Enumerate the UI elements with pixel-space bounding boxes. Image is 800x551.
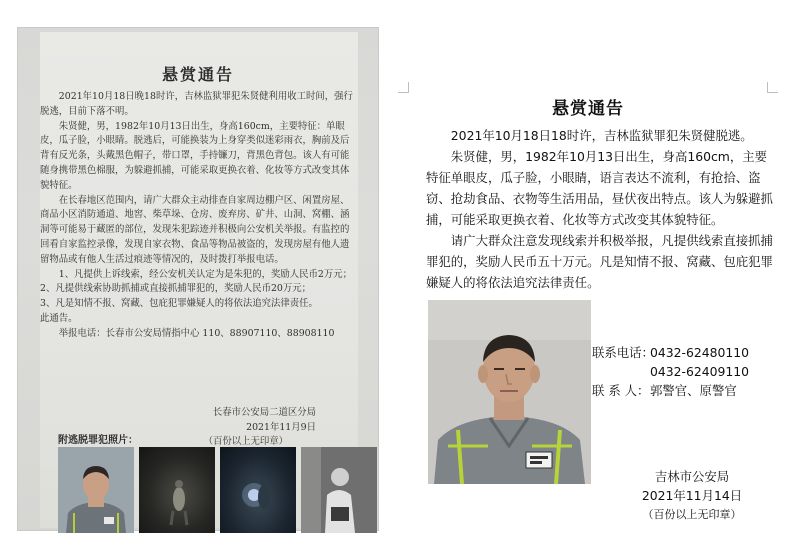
- left-issuer: 长春市公安局二道区分局: [212, 407, 316, 418]
- left-paragraph: 举报电话：长春市公安局情指中心 110、88907110、88908110: [58, 327, 335, 339]
- right-issuer: 吉林市公安局: [654, 469, 730, 484]
- left-notice-photo: [18, 28, 378, 530]
- left-notice-body: [40, 90, 358, 342]
- right-paragraph: 2021年10月18日18时许，吉林监狱罪犯朱贤健脱逃。: [450, 128, 753, 143]
- right-notice-page: [392, 30, 784, 530]
- left-photos-label: 附逃脱罪犯照片：: [58, 435, 138, 446]
- right-stamp-note: （百份以上无印章）: [642, 508, 742, 521]
- left-date: 2021年11月9日: [246, 421, 316, 433]
- contact-phone-row: [592, 343, 782, 362]
- left-paragraph: 朱贤健，男，1982年10月13日出生，身高160cm，主要特征：单眼皮，瓜子脸，小眼睛。脱逃后，可能换装为上身穿类似迷彩雨衣，胸前及后背有反光条，头戴黑色帽子，带口罩，手持镰刀，背黑色背包。该人有可能随身携带黑色棉服，为躲避抓捕，可能采取更换衣着、化妆等方式改变其体貌特征。: [40, 120, 350, 191]
- surveillance-thumb-1: [139, 447, 215, 533]
- left-paragraph: 在长春地区范围内，请广大群众主动排查自家周边棚户区、闲置房屋、商品小区消防通道、地窖、柴草垛、仓房、废弃房、矿井、山洞、窝棚、涵洞等可能易于藏匿的部位，发现朱犯踪迹并积极向公安机关举报。有监控的回看自家监控录像，发现自家衣物、食品等物品被盗的，发现房屋有他人遗留物品或有他人生活过痕迹等情况的，及时拨打举报电话。: [40, 194, 350, 265]
- contact-phone-2: 0432-62409110: [650, 364, 750, 379]
- page-corner-mark: [767, 82, 778, 93]
- page-corner-mark: [398, 82, 409, 93]
- surveillance-thumb-3: [301, 447, 377, 533]
- left-notice-title: 悬赏通告: [161, 65, 234, 84]
- left-stamp-note: （百份以上无印章）: [203, 436, 288, 447]
- left-paragraph: 此通告。: [40, 312, 78, 324]
- fugitive-portrait: [428, 300, 591, 484]
- contact-persons: 郭警官、原警官: [650, 383, 737, 398]
- left-paragraph: 2、凡提供线索协助抓捕或直接抓捕罪犯的，奖励人民币20万元；: [40, 283, 312, 295]
- right-notice-signature: [622, 467, 762, 524]
- left-paragraph: 1、凡提供上诉线索，经公安机关认定为是朱犯的，奖励人民币2万元；: [58, 268, 352, 280]
- fugitive-portrait-thumb: [58, 447, 134, 533]
- contact-phone-row-2: [592, 362, 782, 381]
- right-notice-body: [426, 125, 778, 293]
- left-paragraph: 2021年10月18日晚18时许，吉林监狱罪犯朱贤健利用收工时间，强行脱逃，目前下落不明。: [40, 91, 353, 117]
- right-paragraph: 请广大群众注意发现线索并积极举报，凡提供线索直接抓捕罪犯的，奖励人民币五十万元。凡是知情不报、窝藏、包庇犯罪嫌疑人的将依法追究法律责任。: [426, 233, 773, 290]
- fugitive-photo-strip: [58, 447, 376, 533]
- right-notice-title: 悬赏通告: [552, 99, 624, 119]
- right-date: 2021年11月14日: [641, 488, 743, 503]
- contact-person-label: 联 系 人：: [592, 383, 650, 398]
- contact-phone-label: 联系电话：: [592, 345, 654, 360]
- contact-info: [592, 343, 782, 400]
- surveillance-thumb-2: [220, 447, 296, 533]
- contact-phone-1: 0432-62480110: [650, 345, 750, 360]
- left-paragraph: 3、凡是知情不报、窝藏、包庇犯罪嫌疑人的将依法追究法律责任。: [40, 298, 318, 310]
- contact-person-row: [592, 381, 782, 400]
- right-paragraph: 朱贤健，男，1982年10月13日出生，身高160cm，主要特征单眼皮，瓜子脸，小眼睛，语言表达不流利，有抢拾、盗窃、抢劫食品、衣物等生活用品，昼伏夜出特点。该人为躲避抓捕，可能采取更换衣着、化妆等方式改变其体貌特征。: [426, 149, 773, 227]
